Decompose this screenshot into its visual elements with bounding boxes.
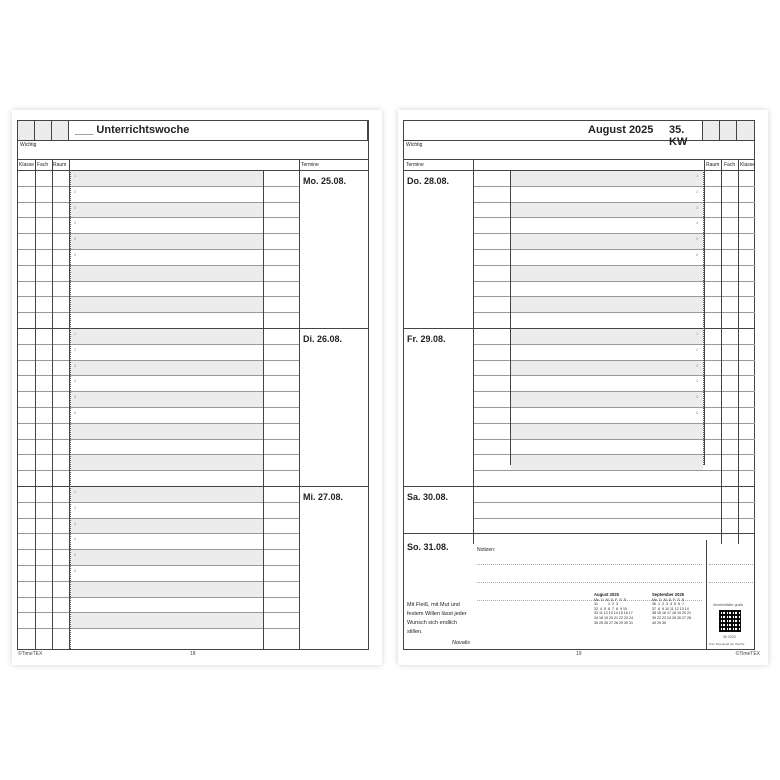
lesson-number: 6 xyxy=(696,410,699,415)
row-fill xyxy=(511,297,703,312)
row-line xyxy=(18,360,299,361)
row-line xyxy=(18,439,299,440)
lesson-number: 2 xyxy=(74,188,77,194)
row-line xyxy=(473,470,755,471)
row-fill xyxy=(511,234,703,249)
row-line xyxy=(18,312,299,313)
row-line xyxy=(473,502,755,503)
wichtig-label-right: Wichtig xyxy=(404,140,754,160)
row-fill xyxy=(71,266,263,281)
lesson-number: 4 xyxy=(74,220,77,226)
row-line xyxy=(18,470,299,471)
col-klasse: Klasse xyxy=(19,162,35,168)
row-line xyxy=(18,233,299,234)
row-line xyxy=(18,518,299,519)
day-so: So. 31.08. xyxy=(407,542,449,552)
lesson-number: 1 xyxy=(74,489,77,494)
row-fill xyxy=(71,519,263,534)
left-page-number: 18 xyxy=(190,651,196,657)
lesson-number: 3 xyxy=(696,204,699,210)
col-raum-right: Raum xyxy=(706,162,720,168)
row-line xyxy=(473,518,755,519)
row-fill xyxy=(511,455,703,470)
right-column-header xyxy=(404,160,754,171)
row-line xyxy=(18,375,299,376)
lesson-number: 4 xyxy=(74,536,77,542)
row-line xyxy=(18,249,299,250)
calendar-september: September 2025 Mo D M D F S S 36 1 2 3 4 5 6 7 37 8 9 10 11 12 13 14 38 15 16 17 18 19 20 21 39 22 23 24 25 26 27 28 40 29 30 xyxy=(652,592,691,625)
row-line xyxy=(18,581,299,582)
lesson-number: 1 xyxy=(696,331,699,336)
row-fill xyxy=(511,266,703,281)
row-line xyxy=(473,281,755,282)
row-line xyxy=(18,217,299,218)
row-fill xyxy=(71,455,263,470)
col-fach: Fach xyxy=(37,162,49,168)
row-line xyxy=(473,391,755,392)
lesson-number: 3 xyxy=(74,520,77,526)
lesson-number: 6 xyxy=(74,252,77,257)
col-klasse-right: Klasse xyxy=(740,162,756,168)
row-line xyxy=(473,202,755,203)
row-line xyxy=(473,186,755,187)
lesson-number: 1 xyxy=(74,331,77,336)
day-di: Di. 26.08. xyxy=(303,334,343,344)
notizen-label: Notizen: xyxy=(477,547,496,553)
row-fill xyxy=(511,203,703,218)
row-fill xyxy=(71,234,263,249)
lesson-number: 3 xyxy=(74,204,77,210)
lesson-number: 2 xyxy=(696,346,699,352)
row-line xyxy=(18,533,299,534)
row-line xyxy=(473,439,755,440)
right-footer-brand: ©TimeTEX xyxy=(735,651,760,657)
lesson-number: 6 xyxy=(74,410,77,415)
lesson-number: 6 xyxy=(696,252,699,257)
row-line xyxy=(18,344,299,345)
row-fill xyxy=(71,203,263,218)
row-fill xyxy=(71,487,263,502)
lesson-number: 5 xyxy=(74,236,77,242)
day-sa: Sa. 30.08. xyxy=(407,492,449,502)
row-line xyxy=(18,597,299,598)
lesson-number: 4 xyxy=(74,378,77,384)
lesson-number: 4 xyxy=(696,378,699,384)
row-line xyxy=(473,375,755,376)
row-fill xyxy=(511,361,703,376)
row-line xyxy=(473,233,755,234)
row-fill xyxy=(71,297,263,312)
row-line xyxy=(473,454,755,455)
lesson-number: 3 xyxy=(74,362,77,368)
row-fill xyxy=(71,424,263,439)
row-line xyxy=(18,454,299,455)
day-fr: Fr. 29.08. xyxy=(407,334,446,344)
row-line xyxy=(473,423,755,424)
row-line xyxy=(18,186,299,187)
row-fill xyxy=(71,361,263,376)
row-line xyxy=(473,360,755,361)
right-frame xyxy=(403,120,755,650)
day-separator xyxy=(404,328,754,329)
row-line xyxy=(473,296,755,297)
row-line xyxy=(18,565,299,566)
row-line xyxy=(18,628,299,629)
row-line xyxy=(18,296,299,297)
col-termine: Termine xyxy=(301,162,319,168)
month-title: August 2025 xyxy=(588,124,654,136)
lesson-number: 2 xyxy=(74,346,77,352)
row-fill xyxy=(71,582,263,597)
col-raum: Raum xyxy=(53,162,67,168)
row-fill xyxy=(511,171,703,186)
row-line xyxy=(18,612,299,613)
qr-label: Arbeitsblätter gratis xyxy=(713,603,744,607)
row-line xyxy=(18,202,299,203)
row-fill xyxy=(511,424,703,439)
row-line xyxy=(473,312,755,313)
left-planner-page xyxy=(12,110,382,665)
qr-caption: Zum Download der Woche xyxy=(709,642,745,646)
row-fill xyxy=(71,171,263,186)
right-page-number: 19 xyxy=(576,651,582,657)
row-fill xyxy=(71,392,263,407)
row-fill xyxy=(511,392,703,407)
day-separator xyxy=(404,486,754,487)
right-planner-page xyxy=(398,110,768,665)
wichtig-label: Wichtig xyxy=(18,140,368,160)
day-mo: Mo. 25.08. xyxy=(303,176,347,186)
row-line xyxy=(473,265,755,266)
day-do: Do. 28.08. xyxy=(407,176,450,186)
lesson-number: 5 xyxy=(74,552,77,558)
quote-author: Novalis xyxy=(452,640,471,646)
row-line xyxy=(473,217,755,218)
row-line xyxy=(473,344,755,345)
week-number: 35. KW xyxy=(669,124,688,148)
lesson-number: 2 xyxy=(696,188,699,194)
row-line xyxy=(473,407,755,408)
left-header xyxy=(18,121,368,141)
row-line xyxy=(18,407,299,408)
row-fill xyxy=(71,613,263,628)
left-frame xyxy=(17,120,369,650)
lesson-number: 5 xyxy=(696,394,699,400)
row-line xyxy=(18,391,299,392)
lesson-number: 5 xyxy=(74,394,77,400)
lesson-number: 6 xyxy=(74,568,77,573)
qr-code-icon[interactable] xyxy=(719,610,741,632)
day-mi: Mi. 27.08. xyxy=(303,492,344,502)
lesson-number: 2 xyxy=(74,504,77,510)
row-line xyxy=(18,423,299,424)
row-line xyxy=(18,502,299,503)
quote: Mit Fleiß, mit Mut und festem Willen lässt jeder Wunsch sich endlich stillen. xyxy=(407,602,467,635)
row-fill xyxy=(71,329,263,344)
week-title: ___ Unterrichtswoche xyxy=(75,124,190,136)
qr-code-text: 36 2025 xyxy=(723,635,736,639)
lesson-number: 1 xyxy=(696,173,699,178)
row-line xyxy=(18,265,299,266)
row-fill xyxy=(71,550,263,565)
calendar-august: August 2025 Mo D M D F S S 31 1 2 3 32 4 5 6 7 8 9 10 33 11 12 13 14 15 16 17 34 18 19 20 21 22 23 24 35 25 26 27 28 29 30 31 xyxy=(594,592,633,625)
lesson-number: 5 xyxy=(696,236,699,242)
lesson-number: 1 xyxy=(74,173,77,178)
col-termine-right: Termine xyxy=(406,162,424,168)
left-footer-brand: ©TimeTEX xyxy=(18,651,43,657)
lesson-number: 4 xyxy=(696,220,699,226)
row-line xyxy=(473,249,755,250)
row-fill xyxy=(511,329,703,344)
row-line xyxy=(18,281,299,282)
lesson-number: 3 xyxy=(696,362,699,368)
row-line xyxy=(18,549,299,550)
day-separator xyxy=(404,533,754,534)
col-fach-right: Fach xyxy=(724,162,736,168)
